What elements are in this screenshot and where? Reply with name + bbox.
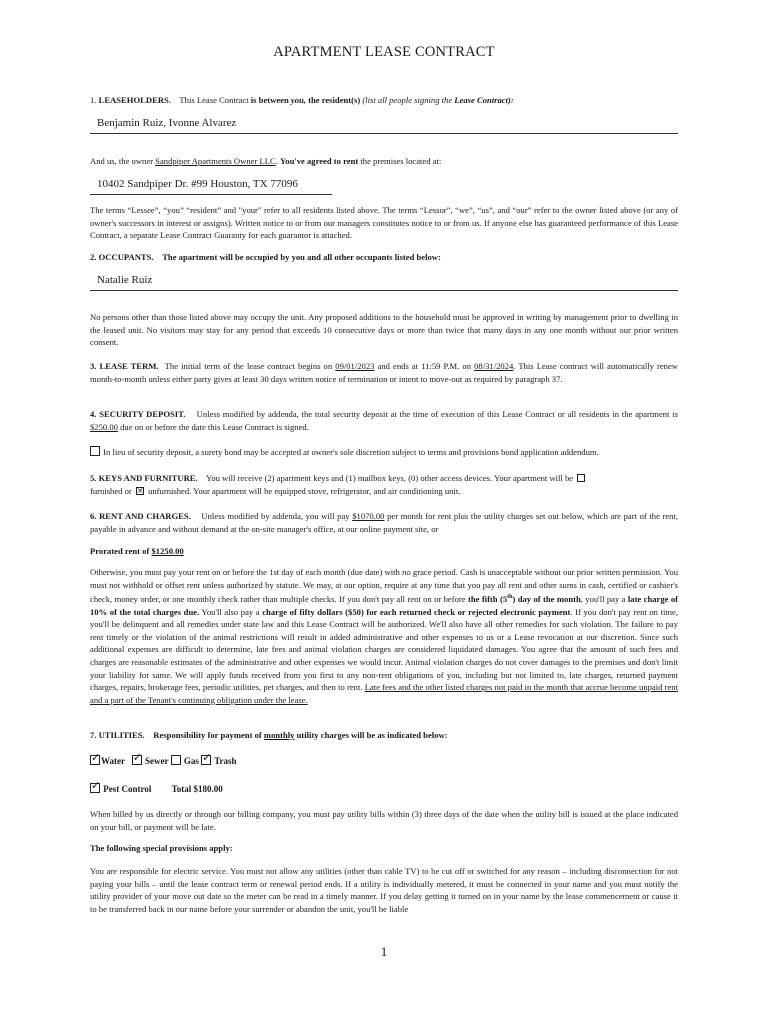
terms-paragraph: The terms “Lessee”, “you” “resident” and "your" refer to all residents listed above. The terms “Lessor”, “we”, “us”, and “our” refer to the owner listed above (or any of owner's successors in interest or assigns). Written notice to or from our managers constitutes notice to or from us. If anyone else has guaranteed performance of this Lease Contract, a separate Lease Contract Guaranty for each guarantor is attached. xyxy=(90,205,678,241)
security-deposit-paragraph xyxy=(90,408,678,433)
late-charge: late charge of 10% of the total charges due. xyxy=(90,594,678,617)
leaseholders-heading: LEASEHOLDERS. xyxy=(98,95,171,105)
leaseholders-residents: the resident(s) xyxy=(308,95,361,105)
rent-text-2: per month for rent plus the utility charges set out below, which are part of the rent, payable in advance and without demand at the on-site manager's office, at our online payment site, or xyxy=(90,511,679,534)
prorated-label: Prorated rent of xyxy=(90,546,150,556)
rent-details-1: Otherwise, you must pay your rent on or before the 1st day of each month (due date) with xyxy=(90,567,400,577)
keys-heading: 5. KEYS AND FURNITURE. xyxy=(90,473,198,483)
pest-control-checkbox[interactable] xyxy=(90,783,100,793)
utilities-bold: Responsibility for payment of xyxy=(153,730,262,740)
lease-start-date: 09/01/2023 xyxy=(335,361,375,371)
address-field: 10402 Sandpiper Dr. #99 Houston, TX 77096 xyxy=(90,176,332,195)
rent-details-paragraph xyxy=(90,566,678,706)
utilities-heading: 7. UTILITIES. xyxy=(90,730,145,740)
rent-fifth-sup: th xyxy=(507,594,513,601)
security-deposit-heading: 4. SECURITY DEPOSIT. xyxy=(90,409,186,419)
pest-control-line xyxy=(90,783,223,794)
gas-checkbox[interactable] xyxy=(171,755,181,765)
rent-details-6: Late fees and the other listed charges not paid in the month that accrue become unpaid rent and a part of the Tenant's continuing obligation under the lease. xyxy=(90,682,678,705)
lease-term-paragraph xyxy=(90,360,678,385)
lease-term-text-3: . This Lease contract will automatically renew month-to-month unless either party gives at least 30 days written notice of termination or intent to move-out as required by paragraph 37. xyxy=(90,361,678,384)
water-label: Water xyxy=(101,756,125,766)
unfurnished-checkbox[interactable] xyxy=(136,487,144,495)
leaseholders-note-bold: Lease Contract): xyxy=(454,95,514,105)
rent-details-5: . If you don't pay rent on time, you'll be delinquent and all remedies under state law and this Lease Contract will be authorized. We'll also have all other remedies for such violation. The failure to pay rent timely or the violation of the animal restrictions will result in added administrative and other expenses to us or a Lease revocation at our discretion. Since such additional expenses are difficult to determine, late fees and animal violation charges are considered liquidated damages. You agree that the amount of such fees and charges are reasonable estimates of the administrative and other expenses we would incur. Animal violation charges do not cover damages to the premises and don't limit your liability for same. We will apply funds received from you first to any non-rent obligations of you, including but not limited to, late charges, returned payment charges, repairs, brokerage fees, periodic utilities, pet charges, and then to rent. xyxy=(90,606,678,693)
furnished-checkbox[interactable] xyxy=(577,474,585,482)
rent-fifth-day xyxy=(468,594,581,604)
occupants-paragraph: No persons other than those listed above may occupy the unit. Any proposed additions to the household must be approved in writing by management prior to dwelling in the leased unit. No visitors may stay for any period that exceeds 10 consecutive days or more than twice that many days in any one month without our prior written consent. xyxy=(90,312,678,348)
rent-details-no: no xyxy=(402,567,411,577)
leaseholders-note: (list all people signing the xyxy=(362,95,453,105)
rent-text: Unless modified by addenda, you will pay xyxy=(201,511,350,521)
prorated-amount: $1250.00 xyxy=(151,546,184,556)
electric-paragraph: You are responsible for electric service. You must not allow any utilities (other than cable TV) to be cut off or switched for any reason – including disconnection for not paying your bills – until the lease contract term or renewal period ends. If a utility is individually metered, it must be connected in your name and you must notify the utility provider of your move out date so the meter can be read in a timely manner. If you delay getting it turned on in your name by the lease commencement or cause it to be transferred back in our name before your surrender or abandon the unit, you'll be liable xyxy=(90,866,678,914)
occupants-field: Natalie Ruiz xyxy=(90,272,678,291)
prorated-line xyxy=(90,545,678,558)
trash-checkbox[interactable] xyxy=(201,755,211,765)
security-deposit-text-2: due on or before the date this Lease Contract is signed. xyxy=(120,421,309,432)
utilities-line xyxy=(90,729,678,742)
owner-line xyxy=(90,155,678,168)
rent-details-3: , you'll pay a xyxy=(580,594,626,605)
keys-text: You will receive (2) apartment keys and (1) mailbox keys, (0) other access devices. Your apartment will be xyxy=(205,473,574,483)
owner-dot: . xyxy=(275,156,278,166)
rent-fifth-text: the fifth (5 xyxy=(467,594,508,605)
special-provisions-heading: The following special provisions apply: xyxy=(90,843,233,853)
gas-label: Gas xyxy=(183,756,199,766)
lease-term-heading: 3. LEASE TERM. xyxy=(90,361,159,371)
owner-post: the premises located at: xyxy=(360,156,442,166)
returned-check-charge: charge of fifty dollars ($50) for each returned check or rejected electronic payment xyxy=(262,606,571,617)
lease-term-text: The initial term of the lease contract begins on xyxy=(164,361,333,371)
sewer-checkbox[interactable] xyxy=(132,755,142,765)
rent-details-4: You'll also pay a xyxy=(201,606,260,617)
rent-heading: 6. RENT AND CHARGES. xyxy=(90,511,191,521)
leaseholders-bold: is between xyxy=(250,95,289,105)
bond-text: In lieu of security deposit, a surety bond may be accepted at owner's sole discretion subject to terms and provisions bond application addendum. xyxy=(103,447,599,457)
utilities-monthly: monthly xyxy=(263,730,295,740)
trash-label: Trash xyxy=(214,756,237,766)
page-title: APARTMENT LEASE CONTRACT xyxy=(273,44,495,60)
owner-agreed: You've agreed to rent xyxy=(280,156,359,166)
keys-paragraph xyxy=(90,472,678,497)
billing-paragraph: When billed by us directly or through our billing company, you must pay utility bills within (3) three days of the date when the utility bill is issued at the place indicated on your bill, or payment will be late. xyxy=(90,809,678,832)
section-number: 1. xyxy=(90,95,97,105)
keys-text-2: unfurnished. Your apartment will be equipped stove, refrigerator, and air conditioning unit. xyxy=(148,485,461,496)
leaseholder-names-field: Benjamin Ruiz, Ivonne Alvarez xyxy=(90,115,678,134)
leaseholders-line xyxy=(90,94,678,107)
page-number: 1 xyxy=(380,944,388,959)
utilities-total: Total $180.00 xyxy=(171,784,223,794)
bond-line xyxy=(90,446,678,459)
occupants-bold: The apartment will be occupied by you and all other occupants listed below: xyxy=(162,252,441,262)
occupants-line xyxy=(90,251,678,264)
leaseholders-you: you, xyxy=(290,95,306,105)
security-deposit-amount: $250.00 xyxy=(90,421,118,432)
pest-control-label: Pest Control xyxy=(103,784,152,794)
occupants-heading: 2. OCCUPANTS. xyxy=(90,252,154,262)
rent-paragraph xyxy=(90,510,678,535)
utilities-checkboxes xyxy=(90,755,237,766)
water-checkbox[interactable] xyxy=(90,755,100,765)
rent-details-2: grace period. Cash is unacceptable without our prior written permission. You must not withhold or offset rent unless authorized by statute. We may, at our option, require at any time that you pay all rent and other sums in cash, certified or cashier's check, money order, or one monthly check rather than multiple checks. If you don't pay all rent on or before xyxy=(90,567,679,605)
utilities-bold-2: utility charges will be as indicated below: xyxy=(296,730,448,740)
sewer-label: Sewer xyxy=(145,756,169,766)
security-deposit-text: Unless modified by addenda, the total security deposit at the time of execution of this Lease Contract or all residents in the apartment is xyxy=(196,409,678,419)
leaseholders-text: This Lease Contract xyxy=(179,95,249,105)
owner-name: Sandpiper Apartments Owner LLC xyxy=(155,156,276,166)
lease-term-text-2: and ends at 11:59 P.M. on xyxy=(377,361,472,371)
rent-fifth-text-2: ) day of the month xyxy=(512,594,581,605)
bond-checkbox[interactable] xyxy=(90,446,100,456)
rent-amount: $1070.00 xyxy=(352,511,385,521)
lease-end-date: 08/31/2024 xyxy=(474,361,514,371)
owner-pre: And us, the owner xyxy=(90,156,154,166)
keys-furnished-label: furnished or xyxy=(90,485,132,496)
